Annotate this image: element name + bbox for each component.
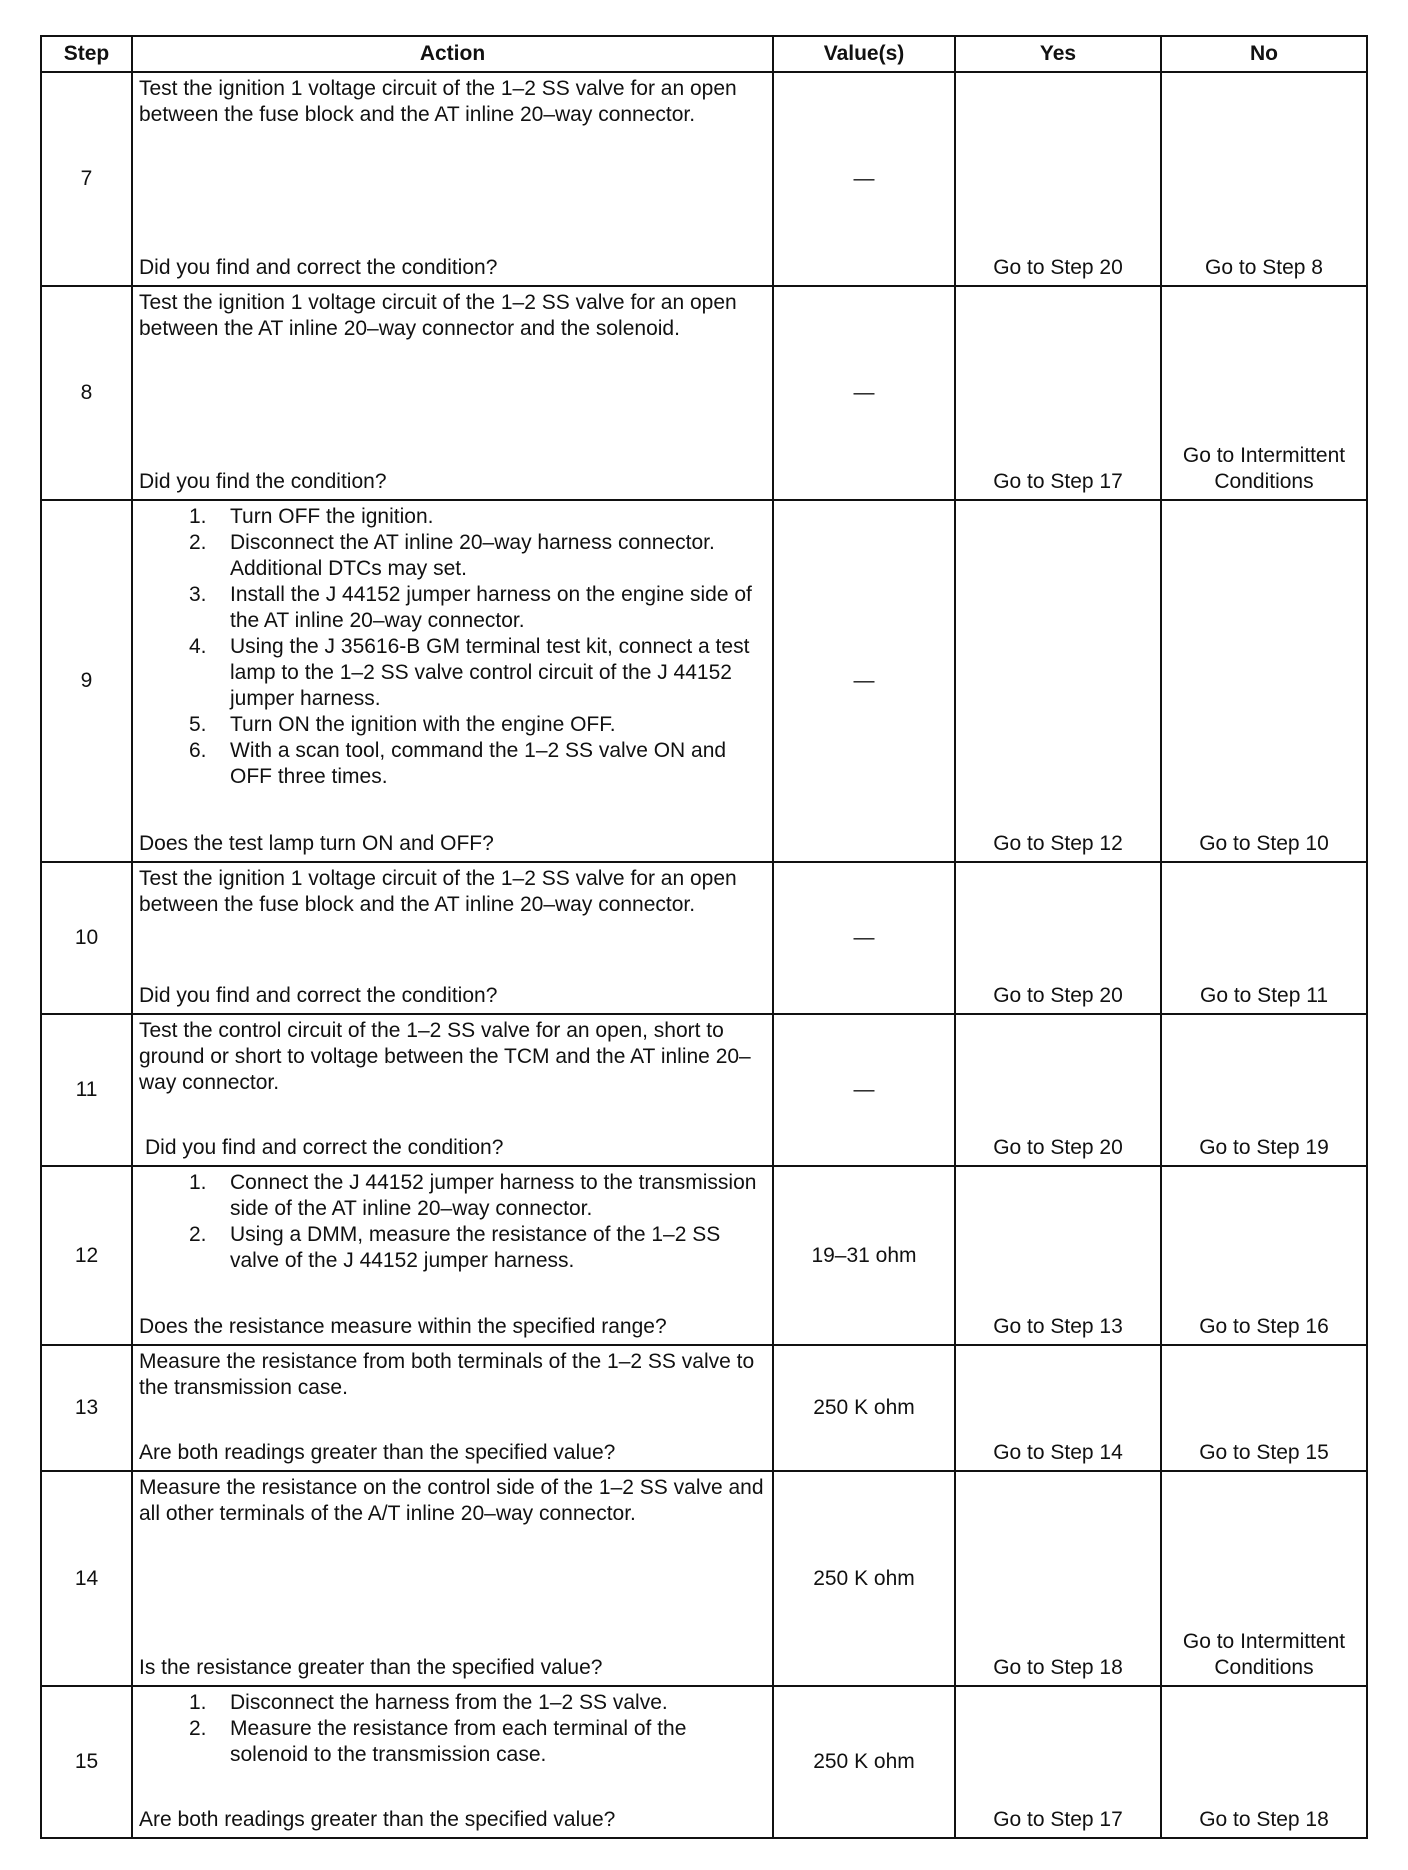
action-question: Are both readings greater than the specified value?	[139, 1441, 616, 1464]
action-cell	[132, 1686, 773, 1838]
action-content	[139, 1170, 766, 1340]
procedure-text: Connect the J 44152 jumper harness to the transmission side of the AT inline 20–way connector.	[230, 1171, 757, 1220]
procedure-number: 3.	[189, 583, 207, 606]
header-yes: Yes	[955, 36, 1161, 72]
yes-cell: Go to Step 20	[955, 862, 1161, 1014]
procedure-item	[189, 1222, 766, 1274]
action-question: Is the resistance greater than the specified value?	[139, 1656, 603, 1679]
table-row	[41, 1686, 1367, 1838]
procedure-item	[189, 1690, 766, 1716]
step-number: 11	[41, 1014, 132, 1166]
action-question: Did you find and correct the condition?	[139, 256, 498, 279]
action-question: Does the test lamp turn ON and OFF?	[139, 832, 494, 855]
procedure-text: With a scan tool, command the 1–2 SS valve ON and OFF three times.	[230, 739, 727, 788]
action-cell	[132, 1014, 773, 1166]
value-cell: —	[773, 286, 955, 500]
action-cell	[132, 1345, 773, 1471]
procedure-item	[189, 1716, 766, 1768]
action-content	[139, 290, 766, 495]
no-cell: Go to Step 19	[1161, 1014, 1367, 1166]
step-number: 9	[41, 500, 132, 862]
procedure-number: 2.	[189, 1223, 207, 1246]
value-cell: —	[773, 72, 955, 286]
action-question: Did you find and correct the condition?	[139, 984, 498, 1007]
action-text: Test the control circuit of the 1–2 SS valve for an open, short to ground or short to voltage between the TCM and the AT inline 20–way connector.	[139, 1019, 751, 1094]
table-row	[41, 1014, 1367, 1166]
action-body	[139, 1475, 766, 1527]
action-body	[139, 76, 766, 128]
yes-cell: Go to Step 14	[955, 1345, 1161, 1471]
action-question: Are both readings greater than the specified value?	[139, 1808, 616, 1831]
action-content	[139, 866, 766, 1009]
procedure-text: Measure the resistance from each terminal of the solenoid to the transmission case.	[230, 1717, 687, 1766]
action-body	[139, 1018, 766, 1096]
procedure-item	[189, 582, 766, 634]
action-body	[139, 504, 766, 790]
no-cell: Go to Step 18	[1161, 1686, 1367, 1838]
no-cell: Go to Step 16	[1161, 1166, 1367, 1345]
procedure-item	[189, 1170, 766, 1222]
procedure-item	[189, 634, 766, 712]
table-row	[41, 500, 1367, 862]
table-row	[41, 1345, 1367, 1471]
action-cell	[132, 72, 773, 286]
procedure-text: Disconnect the harness from the 1–2 SS valve.	[230, 1691, 668, 1714]
yes-cell: Go to Step 17	[955, 1686, 1161, 1838]
action-cell	[132, 862, 773, 1014]
yes-cell: Go to Step 20	[955, 1014, 1161, 1166]
yes-cell: Go to Step 12	[955, 500, 1161, 862]
action-text: Measure the resistance on the control side of the 1–2 SS valve and all other terminals of the A/T inline 20–way connector.	[139, 1476, 764, 1525]
step-number: 10	[41, 862, 132, 1014]
procedure-number: 4.	[189, 635, 207, 658]
no-cell: Go to Step 11	[1161, 862, 1367, 1014]
yes-cell: Go to Step 20	[955, 72, 1161, 286]
action-content	[139, 1690, 766, 1833]
action-cell	[132, 286, 773, 500]
procedure-text: Turn OFF the ignition.	[230, 505, 434, 528]
procedure-item	[189, 504, 766, 530]
procedure-item	[189, 712, 766, 738]
action-cell	[132, 1471, 773, 1686]
value-cell: 250 K ohm	[773, 1471, 955, 1686]
action-body	[139, 1170, 766, 1274]
action-question: Does the resistance measure within the specified range?	[139, 1315, 667, 1338]
header-row	[41, 36, 1367, 72]
yes-cell: Go to Step 17	[955, 286, 1161, 500]
diagnostic-table	[40, 35, 1368, 1839]
action-text: Test the ignition 1 voltage circuit of the 1–2 SS valve for an open between the fuse block and the AT inline 20–way connector.	[139, 867, 737, 916]
action-body	[139, 866, 766, 918]
procedure-item	[189, 530, 766, 582]
action-cell	[132, 1166, 773, 1345]
no-cell: Go to Step 8	[1161, 72, 1367, 286]
value-cell: 250 K ohm	[773, 1686, 955, 1838]
value-cell: 19–31 ohm	[773, 1166, 955, 1345]
no-cell: Go to Intermittent Conditions	[1161, 286, 1367, 500]
procedure-number: 5.	[189, 713, 207, 736]
step-number: 12	[41, 1166, 132, 1345]
header-no: No	[1161, 36, 1367, 72]
procedure-list	[139, 1690, 766, 1768]
action-content	[139, 504, 766, 857]
no-cell: Go to Intermittent Conditions	[1161, 1471, 1367, 1686]
action-body	[139, 1349, 766, 1401]
table-row	[41, 862, 1367, 1014]
action-question: Did you find and correct the condition?	[145, 1136, 504, 1159]
table-row	[41, 286, 1367, 500]
procedure-list	[139, 504, 766, 790]
action-content	[139, 1349, 766, 1466]
step-number: 13	[41, 1345, 132, 1471]
header-action: Action	[132, 36, 773, 72]
yes-cell: Go to Step 13	[955, 1166, 1161, 1345]
value-cell: —	[773, 862, 955, 1014]
step-number: 7	[41, 72, 132, 286]
action-question: Did you find the condition?	[139, 470, 387, 493]
step-number: 8	[41, 286, 132, 500]
procedure-text: Install the J 44152 jumper harness on the engine side of the AT inline 20–way connector.	[230, 583, 752, 632]
action-text: Test the ignition 1 voltage circuit of the 1–2 SS valve for an open between the AT inline 20–way connector and the solenoid.	[139, 291, 737, 340]
procedure-number: 6.	[189, 739, 207, 762]
action-body	[139, 290, 766, 342]
procedure-number: 1.	[189, 505, 207, 528]
value-cell: —	[773, 500, 955, 862]
action-text: Measure the resistance from both terminals of the 1–2 SS valve to the transmission case.	[139, 1350, 755, 1399]
action-text: Test the ignition 1 voltage circuit of the 1–2 SS valve for an open between the fuse block and the AT inline 20–way connector.	[139, 77, 737, 126]
action-cell	[132, 500, 773, 862]
step-number: 15	[41, 1686, 132, 1838]
procedure-number: 2.	[189, 531, 207, 554]
procedure-text: Disconnect the AT inline 20–way harness connector. Additional DTCs may set.	[230, 531, 715, 580]
procedure-text: Using a DMM, measure the resistance of the 1–2 SS valve of the J 44152 jumper harness.	[230, 1223, 721, 1272]
no-cell: Go to Step 15	[1161, 1345, 1367, 1471]
action-content	[139, 76, 766, 281]
header-step: Step	[41, 36, 132, 72]
procedure-text: Turn ON the ignition with the engine OFF.	[230, 713, 616, 736]
step-number: 14	[41, 1471, 132, 1686]
yes-cell: Go to Step 18	[955, 1471, 1161, 1686]
action-content	[139, 1475, 766, 1681]
value-cell: 250 K ohm	[773, 1345, 955, 1471]
table-row	[41, 72, 1367, 286]
procedure-number: 1.	[189, 1171, 207, 1194]
value-cell: —	[773, 1014, 955, 1166]
action-body	[139, 1690, 766, 1768]
procedure-list	[139, 1170, 766, 1274]
procedure-number: 2.	[189, 1717, 207, 1740]
procedure-item	[189, 738, 766, 790]
table-row	[41, 1471, 1367, 1686]
header-values: Value(s)	[773, 36, 955, 72]
action-content	[139, 1018, 766, 1161]
procedure-text: Using the J 35616-B GM terminal test kit, connect a test lamp to the 1–2 SS valve control circuit of the J 44152 jumper harness.	[230, 635, 750, 710]
table-row	[41, 1166, 1367, 1345]
procedure-number: 1.	[189, 1691, 207, 1714]
no-cell: Go to Step 10	[1161, 500, 1367, 862]
